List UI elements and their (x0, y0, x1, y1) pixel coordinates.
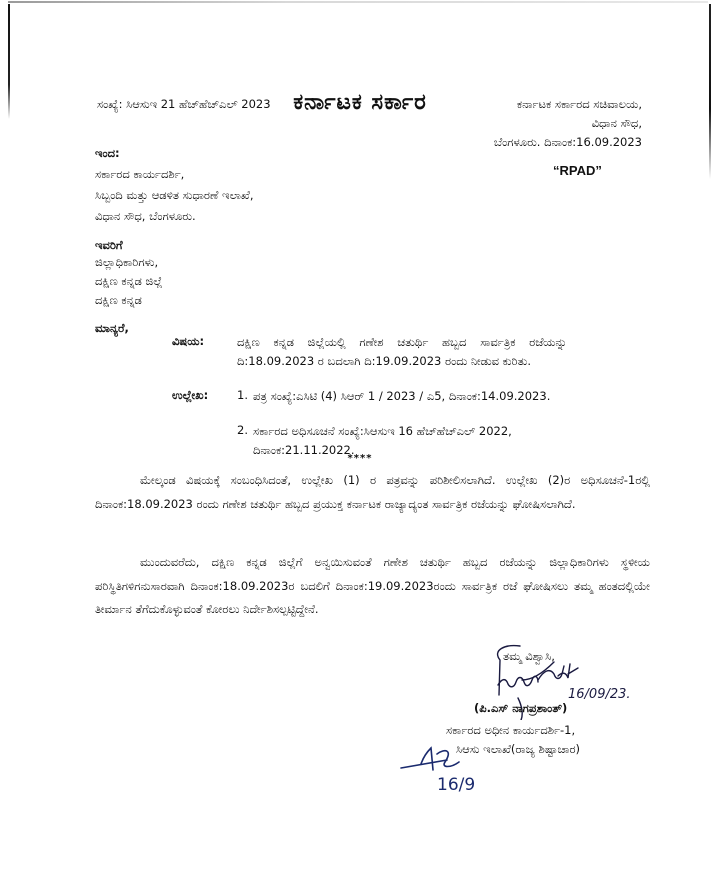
dispatch-mode: “RPAD” (553, 163, 602, 178)
document-title: ಕರ್ನಾಟಕ ಸರ್ಕಾರ (293, 90, 427, 115)
to-address (95, 254, 163, 311)
signatory-designation: ಸರ್ಕಾರದ ಅಧೀನ ಕಾರ್ಯದರ್ಶಿ-1, (446, 723, 576, 737)
to-line: ಜಿಲ್ಲಾಧಿಕಾರಿಗಳು, (95, 255, 159, 269)
signatory-department: ಸಿಆಸು ಇಲಾಖೆ(ರಾಜ್ಯ ಶಿಷ್ಟಾಚಾರ) (456, 742, 581, 756)
issuer-address-line: ಕರ್ನಾಟಕ ಸರ್ಕಾರದ ಸಚಿವಾಲಯ, (516, 97, 642, 111)
from-line: ವಿಧಾನ ಸೌಧ, ಬೆಂಗಳೂರು. (95, 209, 196, 223)
signatory-name: (ಪಿ.ಎಸ್ ನಾಗಪ್ರಶಾಂತ್) (474, 701, 568, 715)
body-paragraph-2: ಮುಂದುವರೆದು, ದಕ್ಷಿಣ ಕನ್ನಡ ಜಿಲ್ಲೆಗೆ ಅನ್ವಯಿಸುವಂತೆ ಗಣೇಶ ಚತುರ್ಥಿ ಹಬ್ಬದ ರಜೆಯನ್ನು ಜಿಲ್ಲಾಧಿಕಾರಿಗಳು ಸ್ಥಳೀಯ ಪರಿಸ್ಥಿತಿಗಳಿಗನುಸಾರವಾಗಿ ದಿನಾಂಕ:18.09.2023ರ ಬದಲಿಗೆ ದಿನಾಂಕ:19.09.2023ರಂದು ಸಾರ್ವತ್ರಿಕ ರಜೆ ಘೋಷಿಸಲು ತಮ್ಮ ಹಂತದಲ್ಲಿಯೇ ತೀರ್ಮಾನ ತೆಗೆದುಕೊಳ್ಳುವಂತೆ ಕೋರಲು ನಿರ್ದೇಶಿಸಲ್ಪಟ್ಟಿದ್ದೇನೆ. (95, 555, 650, 616)
page-top-edge (8, 1, 708, 3)
to-line: ದಕ್ಷಿಣ ಕನ್ನಡ ಜಿಲ್ಲೆ (95, 274, 163, 288)
to-label: ಇವರಿಗೆ (95, 238, 123, 252)
issuer-address-line: ವಿಧಾನ ಸೌಧ, (591, 116, 642, 130)
reference-number-2: 2. (237, 423, 248, 437)
salutation: ಮಾನ್ಯರೆ, (95, 321, 129, 335)
reference-number: ಸಂಖ್ಯೆ: ಸಿಆಸುಇ 21 ಹೆಚ್‌ಹೆಚ್‌ಎಲ್ 2023 (97, 97, 271, 111)
reference-number-1: 1. (237, 388, 248, 402)
separator: **** (347, 453, 373, 464)
reference-item-2: ಸರ್ಕಾರದ ಅಧಿಸೂಚನೆ ಸಂಖ್ಯೆ:ಸಿಆಸುಇ 16 ಹೆಚ್‌ಹೆಚ್‌ಎಲ್ 2022, ದಿನಾಂಕ:21.11.2022. (253, 424, 512, 457)
issue-date: ಬೆಂಗಳೂರು. ದಿನಾಂಕ:16.09.2023 (493, 135, 642, 149)
from-line: ಸರ್ಕಾರದ ಕಾರ್ಯದರ್ಶಿ, (95, 167, 185, 181)
subject-label: ವಿಷಯ: (172, 334, 205, 348)
reference-item-1: ಪತ್ರ ಸಂಖ್ಯೆ:ಎಸಿಟಿ (4) ಸಿಆರ್ 1 / 2023 / ಎ5, ದಿನಾಂಕ:14.09.2023. (253, 389, 551, 403)
references-label: ಉಲ್ಲೇಖ: (172, 388, 209, 402)
handwritten-initials (395, 740, 485, 800)
initials-date: 16/9 (437, 775, 476, 795)
issuer-address (410, 96, 642, 153)
from-address (95, 166, 253, 229)
from-label: ಇಂದ: (95, 146, 120, 160)
body-paragraph-1: ಮೇಲ್ಕಂಡ ವಿಷಯಕ್ಕೆ ಸಂಬಂಧಿಸಿದಂತೆ, ಉಲ್ಲೇಖ (1) ರ ಪತ್ರವನ್ನು ಪರಿಶೀಲಿಸಲಾಗಿದೆ. ಉಲ್ಲೇಖ (2)ರ ಅಧಿಸೂಚನೆ-1ರಲ್ಲಿ ದಿನಾಂಕ:18.09.2023 ರಂದು ಗಣೇಶ ಚತುರ್ಥಿ ಹಬ್ಬದ ಪ್ರಯುಕ್ತ ಕರ್ನಾಟಕ ರಾಜ್ಯಾದ್ಯಂತ ಸಾರ್ವತ್ರಿಕ ರಜೆಯನ್ನು ಘೋಷಿಸಲಾಗಿದೆ. (95, 473, 650, 511)
signature-date: 16/09/23. (568, 687, 631, 702)
from-line: ಸಿಬ್ಬಂದಿ ಮತ್ತು ಆಡಳಿತ ಸುಧಾರಣೆ ಇಲಾಖೆ, (95, 188, 254, 202)
subject-text: ದಕ್ಷಿಣ ಕನ್ನಡ ಜಿಲ್ಲೆಯಲ್ಲಿ ಗಣೇಶ ಚತುರ್ಥಿ ಹಬ್ಬದ ಸಾರ್ವತ್ರಿಕ ರಜೆಯನ್ನು ದಿ:18.09.2023 ರ ಬದಲಾಗಿ ದಿ:19.09.2023 ರಂದು ನೀಡುವ ಕುರಿತು. (237, 335, 567, 368)
closing: ತಮ್ಮ ವಿಶ್ವಾಸಿ, (503, 649, 555, 663)
to-line: ದಕ್ಷಿಣ ಕನ್ನಡ (95, 293, 142, 307)
